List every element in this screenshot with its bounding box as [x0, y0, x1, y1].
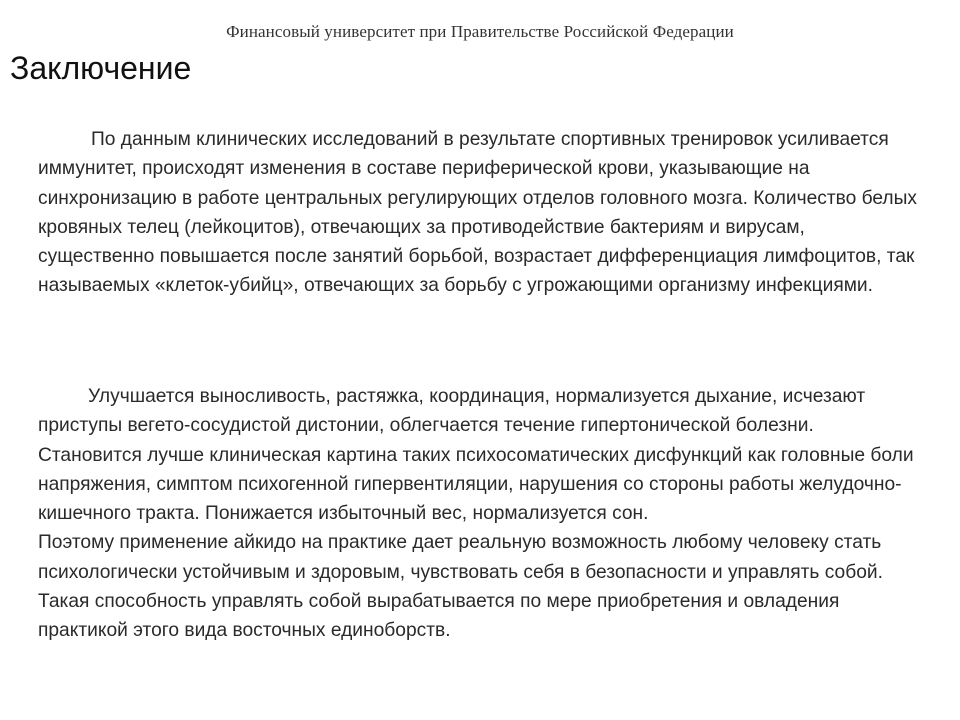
paragraph-endurance: Улучшается выносливость, растяжка, координация, нормализуется дыхание, исчезают приступы вегето-сосудистой дистонии, облегчается течение гипертонической болезни. Становится лучше клиническая картина таких психосоматических дисфункций как головные боли напряжения, симптом психогенной гипервентиляции, нарушения со стороны работы желудочно-кишечного тракта. Понижается избыточный вес, нормализуется сон.: [38, 386, 914, 525]
organization-header: Финансовый университет при Правительстве Российской Федерации: [226, 22, 734, 41]
paragraph-block-2: [38, 382, 918, 646]
paragraph-conclusion-aikido: Поэтому применение айкидо на практике дает реальную возможность любому человеку стать психологически устойчивым и здоровым, чувствовать себя в безопасности и управлять собой. Такая способность управлять собой вырабатывается по мере приобретения и овладения практикой этого вида восточных единоборств.: [38, 532, 883, 642]
paragraph-clinical-research: По данным клинических исследований в результате спортивных тренировок усиливается иммунитет, происходят изменения в составе периферической крови, указывающие на синхронизацию в работе центральных регулирующих отделов головного мозга. Количество белых кровяных телец (лейкоцитов), отвечающих за противодействие бактериям и вирусам, существенно повышается после занятий борьбой, возрастает дифференциация лимфоцитов, так называемых «клеток-убийц», отвечающих за борьбу с угрожающими организму инфекциями.: [38, 129, 918, 297]
paragraph-block-1: [38, 125, 918, 301]
slide-title: Заключение: [10, 50, 192, 86]
